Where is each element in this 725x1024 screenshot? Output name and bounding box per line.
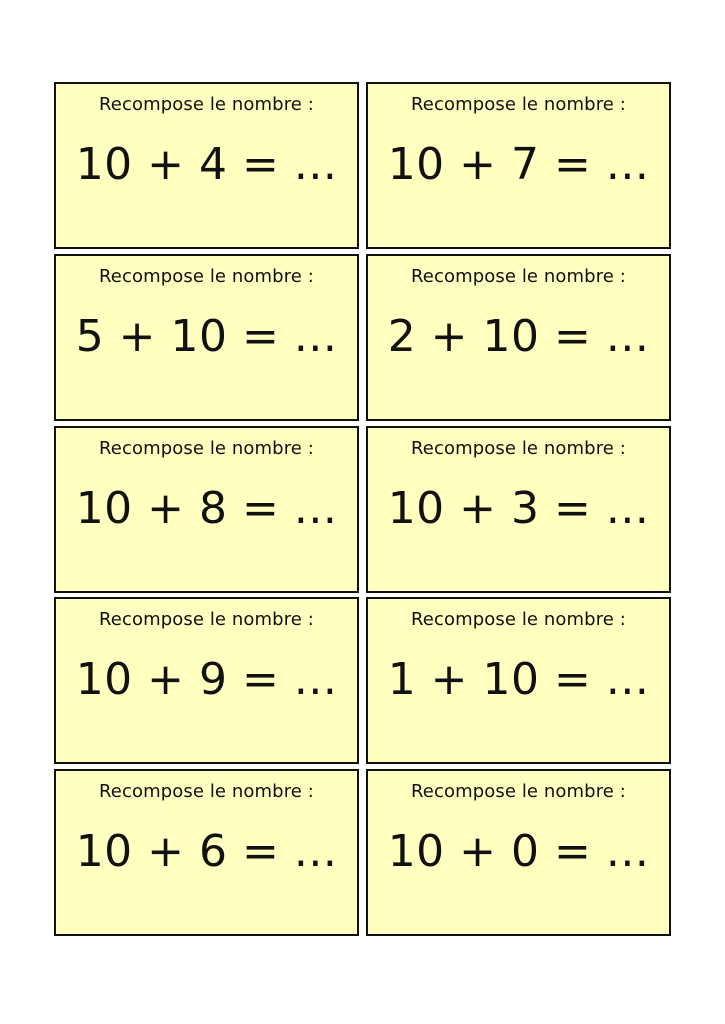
card-expression: 10 + 6 = ... [75, 826, 338, 877]
flashcard-5 [54, 426, 359, 593]
card-expression: 5 + 10 = ... [75, 310, 338, 362]
card-expression: 10 + 7 = ... [387, 139, 650, 190]
card-label: Recompose le nombre : [99, 609, 314, 631]
card-expression: 10 + 8 = ... [75, 482, 338, 534]
flashcard-10 [366, 769, 671, 936]
card-expression: 10 + 4 = ... [75, 139, 338, 190]
flashcard-sheet [54, 82, 671, 936]
flashcard-3 [54, 254, 359, 421]
flashcard-1 [54, 82, 359, 249]
card-expression: 1 + 10 = ... [387, 654, 650, 706]
card-label: Recompose le nombre : [99, 781, 314, 802]
card-label: Recompose le nombre : [99, 265, 314, 287]
card-expression: 10 + 9 = ... [75, 654, 338, 706]
card-expression: 10 + 3 = ... [387, 482, 650, 534]
flashcard-7 [54, 597, 359, 764]
flashcard-2 [366, 82, 671, 249]
card-label: Recompose le nombre : [411, 609, 626, 631]
flashcard-9 [54, 769, 359, 936]
card-label: Recompose le nombre : [99, 437, 314, 459]
card-label: Recompose le nombre : [411, 94, 626, 115]
card-label: Recompose le nombre : [411, 437, 626, 459]
flashcard-6 [366, 426, 671, 593]
card-expression: 10 + 0 = ... [387, 826, 650, 877]
card-label: Recompose le nombre : [411, 265, 626, 287]
card-label: Recompose le nombre : [99, 94, 314, 115]
flashcard-8 [366, 597, 671, 764]
card-expression: 2 + 10 = ... [387, 310, 650, 362]
card-label: Recompose le nombre : [411, 781, 626, 802]
flashcard-4 [366, 254, 671, 421]
